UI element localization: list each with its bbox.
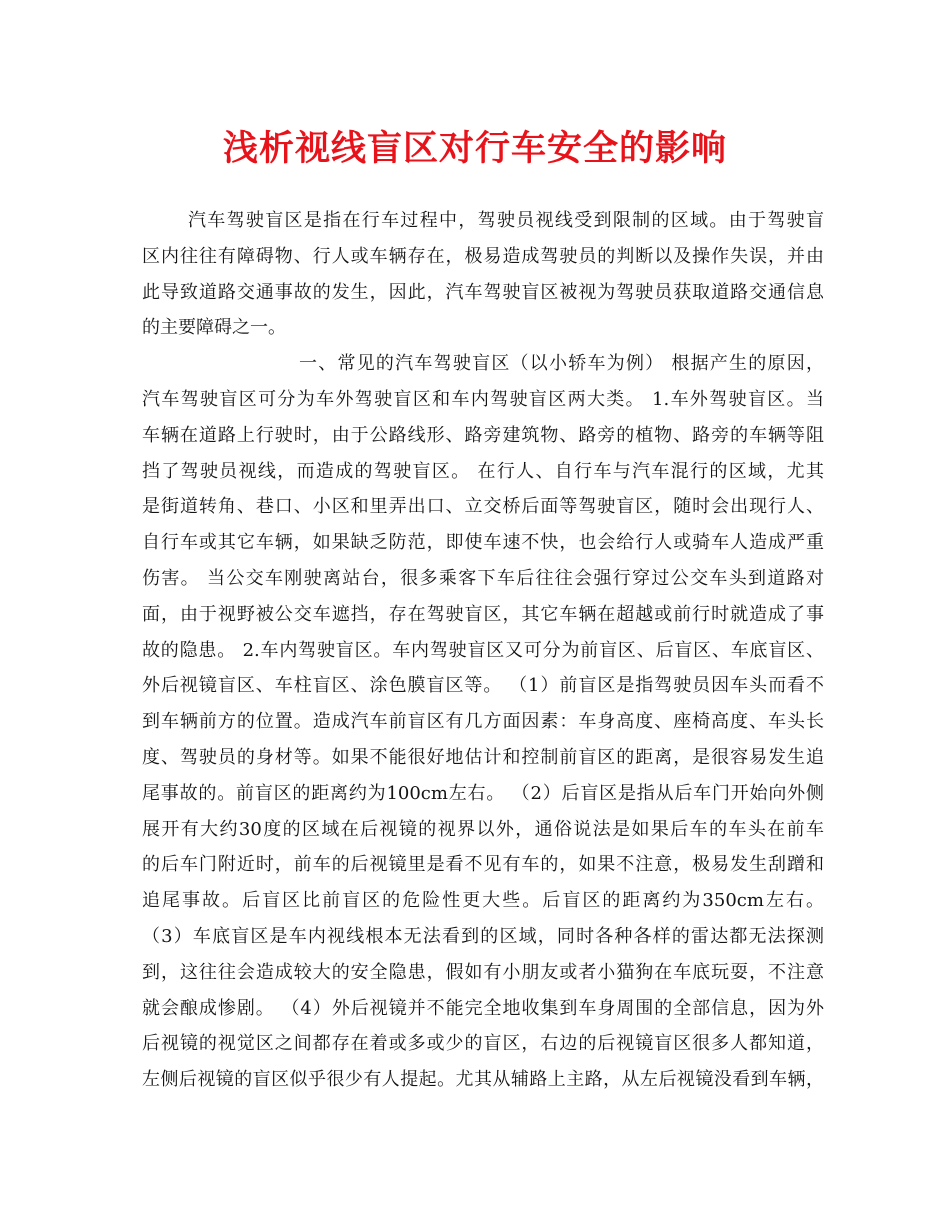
document-title: 浅析视线盲区对行车安全的影响 — [222, 128, 727, 169]
text-line: 尾事故的。前盲区的距离约为100cm左右。 （2）后盲区是指从后车门开始向外侧 — [142, 782, 824, 804]
text-line: 挡了驾驶员视线，而造成的驾驶盲区。 在行人、自行车与汽车混行的区域，尤其 — [142, 460, 824, 482]
text-line: 一、常见的汽车驾驶盲区（以小轿车为例） 根据产生的原因， — [299, 353, 824, 375]
text-line: 展开有大约30度的区域在后视镜的视界以外，通俗说法是如果后车的车头在前车 — [142, 818, 824, 840]
text-line: 伤害。 当公交车刚驶离站台，很多乘客下车后往往会强行穿过公交车头到道路对 — [142, 567, 824, 589]
text-line: 的后车门附近时，前车的后视镜里是看不见有车的，如果不注意，极易发生刮蹭和 — [142, 854, 824, 876]
text-line: 左侧后视镜的盲区似乎很少有人提起。尤其从辅路上主路，从左后视镜没看到车辆， — [142, 1069, 824, 1091]
text-line: 是街道转角、巷口、小区和里弄出口、立交桥后面等驾驶盲区，随时会出现行人、 — [142, 496, 824, 518]
text-line: 自行车或其它车辆，如果缺乏防范，即使车速不快，也会给行人或骑车人造成严重 — [142, 532, 824, 554]
text-line: 车辆在道路上行驶时，由于公路线形、路旁建筑物、路旁的植物、路旁的车辆等阻 — [142, 424, 824, 446]
text-line: 追尾事故。后盲区比前盲区的危险性更大些。后盲区的距离约为350cm左右。 — [142, 890, 824, 912]
text-line: 到车辆前方的位置。造成汽车前盲区有几方面因素：车身高度、座椅高度、车头长 — [142, 711, 824, 733]
text-line: 汽车驾驶盲区可分为车外驾驶盲区和车内驾驶盲区两大类。 1.车外驾驶盲区。当 — [142, 388, 824, 410]
document-body — [142, 203, 824, 1098]
text-line: 此导致道路交通事故的发生，因此，汽车驾驶盲区被视为驾驶员获取道路交通信息 — [142, 281, 824, 303]
text-line: 区内往往有障碍物、行人或车辆存在，极易造成驾驶员的判断以及操作失误，并由 — [142, 245, 824, 267]
text-line: 度、驾驶员的身材等。如果不能很好地估计和控制前盲区的距离，是很容易发生追 — [142, 746, 824, 768]
text-line: 到，这往往会造成较大的安全隐患，假如有小朋友或者小猫狗在车底玩耍，不注意 — [142, 961, 824, 983]
text-line: 后视镜的视觉区之间都存在着或多或少的盲区，右边的后视镜盲区很多人都知道， — [142, 1033, 824, 1055]
text-line: （3）车底盲区是车内视线根本无法看到的区域，同时各种各样的雷达都无法探测 — [142, 925, 824, 947]
text-line: 就会酿成惨剧。 （4）外后视镜并不能完全地收集到车身周围的全部信息，因为外 — [142, 997, 824, 1019]
text-line: 的主要障碍之一。 — [142, 317, 286, 339]
text-line: 故的隐患。 2.车内驾驶盲区。车内驾驶盲区又可分为前盲区、后盲区、车底盲区、 — [142, 639, 824, 661]
text-line: 外后视镜盲区、车柱盲区、涂色膜盲区等。 （1）前盲区是指驾驶员因车头而看不 — [142, 675, 824, 697]
text-line: 面，由于视野被公交车遮挡，存在驾驶盲区，其它车辆在超越或前行时就造成了事 — [142, 603, 824, 625]
text-line: 汽车驾驶盲区是指在行车过程中，驾驶员视线受到限制的区域。由于驾驶盲 — [188, 210, 824, 231]
